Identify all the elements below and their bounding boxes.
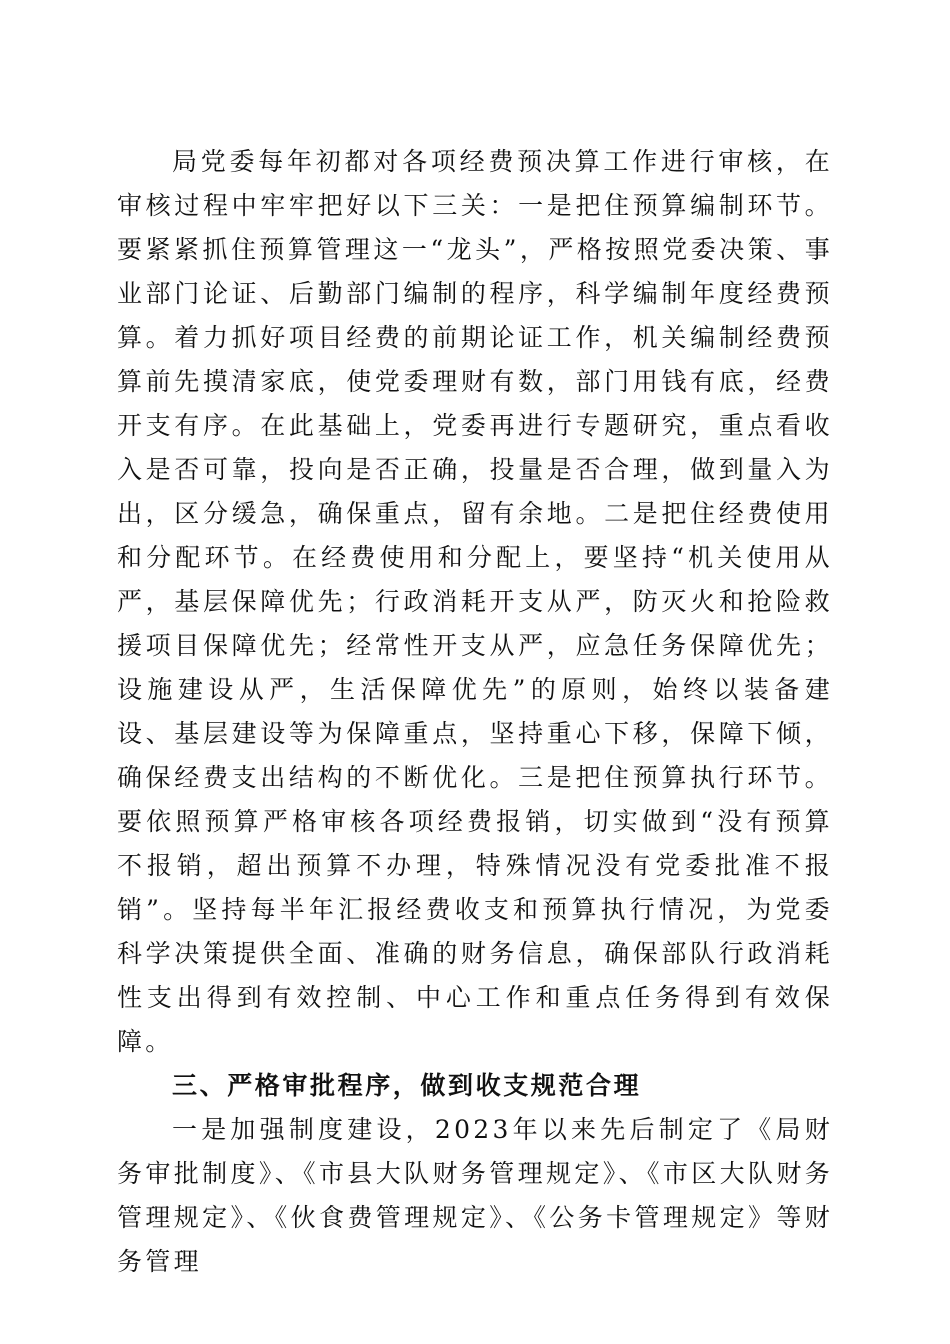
paragraph-system-building: 一是加强制度建设，2023年以来先后制定了《局财务审批制度》、《市县大队财务管理规定》、《市区大队财务管理规定》、《伙食费管理规定》、《公务卡管理规定》等财务管理 [117,1115,833,1276]
document-body [117,140,833,1284]
paragraph-budget-review: 局党委每年初都对各项经费预决算工作进行审核，在审核过程中牢牢把好以下三关：一是把住预算编制环节。要紧紧抓住预算管理这一“龙头”，严格按照党委决策、事业部门论证、后勤部门编制的程序，科学编制年度经费预算。着力抓好项目经费的前期论证工作，机关编制经费预算前先摸清家底，使党委理财有数，部门用钱有底，经费开支有序。在此基础上，党委再进行专题研究，重点看收入是否可靠，投向是否正确，投量是否合理，做到量入为出，区分缓急，确保重点，留有余地。二是把住经费使用和分配环节。在经费使用和分配上，要坚持“机关使用从严，基层保障优先；行政消耗开支从严，防灭火和抢险救援项目保障优先；经常性开支从严，应急任务保障优先；设施建设从严，生活保障优先”的原则，始终以装备建设、基层建设等为保障重点，坚持重心下移，保障下倾，确保经费支出结构的不断优化。三是把住预算执行环节。要依照预算严格审核各项经费报销，切实做到“没有预算不报销，超出预算不办理，特殊情况没有党委批准不报销”。坚持每半年汇报经费收支和预算执行情况，为党委科学决策提供全面、准确的财务信息，确保部队行政消耗性支出得到有效控制、中心工作和重点任务得到有效保障。 [117,147,833,1056]
section-heading-approval: 三、严格审批程序，做到收支规范合理 [172,1071,642,1100]
